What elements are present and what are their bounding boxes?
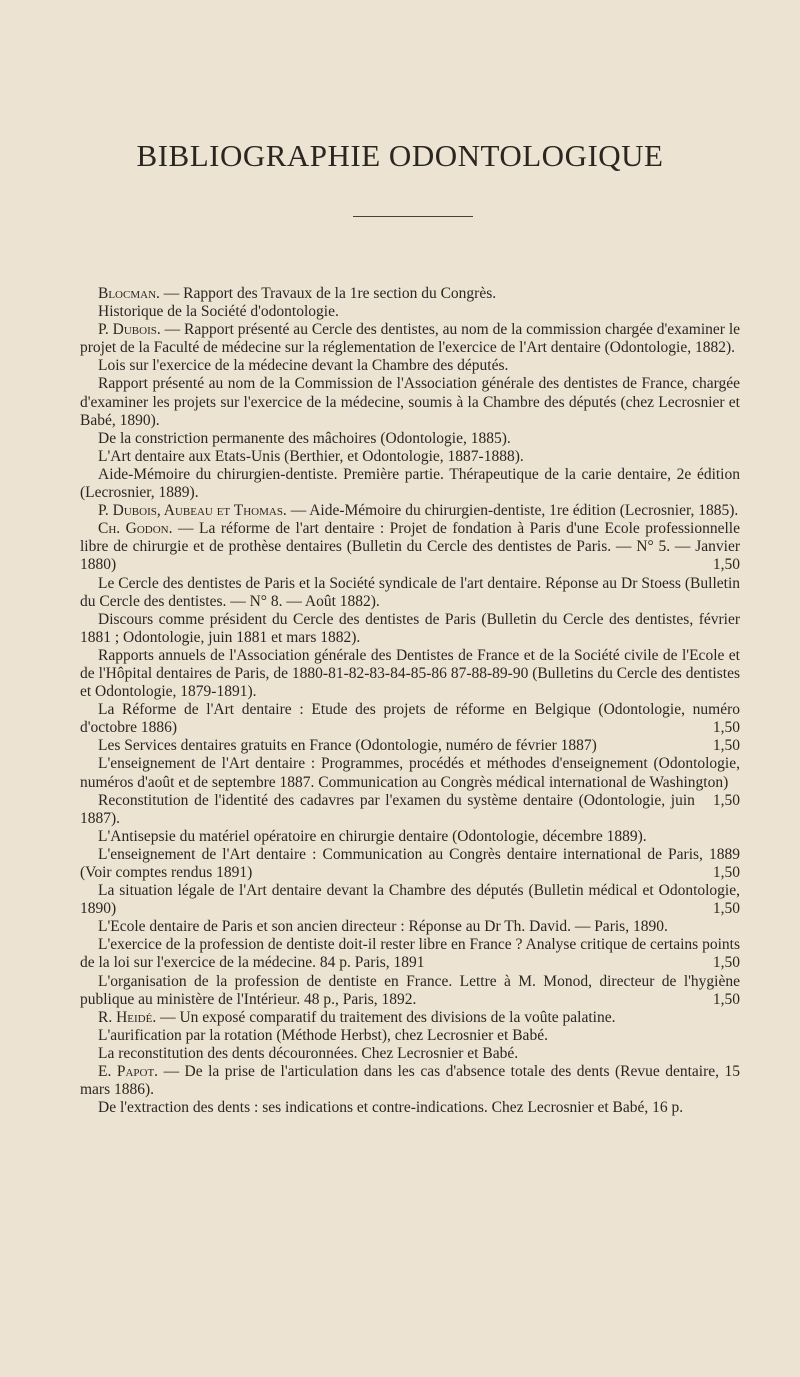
bibliography-entry [80,792,740,828]
bibliography-list [80,285,740,1117]
bibliography-entry [80,611,740,647]
entry-text: Discours comme président du Cercle des dentistes de Paris (Bulletin du Cercle des dentistes, février 1881 ; Odontologie, juin 1881 et mars 1882). [80,610,740,646]
bibliography-entry [80,882,740,918]
entry-text: — De la prise de l'articulation dans les cas d'absence totale des dents (Revue dentaire, 15 mars 1886). [80,1063,740,1099]
bibliography-entry [80,936,740,972]
entry-price: 1,50 [712,864,740,881]
entry-price: 1,50 [712,791,740,809]
entry-text: De l'extraction des dents : ses indications et contre-indications. Chez Lecrosnier et Babé, 16 p. [98,1099,684,1117]
bibliography-entry [80,375,740,429]
bibliography-entry [80,303,740,321]
bibliography-entry [80,918,740,936]
entry-author: E. Papot. [98,1063,159,1081]
bibliography-entry [80,575,740,611]
entry-author: R. Heidé. [98,1008,157,1026]
entry-text: L'Art dentaire aux Etats-Unis (Berthier, et Odontologie, 1887-1888). [98,447,524,465]
bibliography-entry [80,973,740,1009]
entry-author: P. Dubois. [98,321,161,339]
entry-text: Historique de la Société d'odontologie. [98,303,339,321]
bibliography-entry [80,1099,740,1117]
entry-author: Blocman. [98,285,160,302]
entry-text: Reconstitution de l'identité des cadavres par l'examen du système dentaire (Odontologie, juin 1887). [80,791,695,827]
bibliography-entry [80,701,740,737]
entry-text: La Réforme de l'Art dentaire : Etude des projets de réforme en Belgique (Odontologie, numéro d'octobre 1886) [80,701,740,737]
entry-text: Rapports annuels de l'Association générale des Dentistes de France et de la Société civile de l'Ecole et de l'Hôpital dentaires de Paris, de 1880-81-82-83-84-85-86 87-88-89-90 (Bulletins du Cercle des dentistes et Odontologie, 1879-1891). [80,646,740,701]
bibliography-entry [80,285,740,303]
entry-price: 1,50 [712,954,740,972]
entry-author: Ch. Godon. [98,520,173,538]
entry-text: Le Cercle des dentistes de Paris et la Société syndicale de l'art dentaire. Réponse au Dr Stoess (Bulletin du Cercle des dentistes. — N° 8. — Août 1882). [80,574,740,610]
entry-text: L'organisation de la profession de dentiste en France. Lettre à M. Monod, directeur de l'hygiène publique au ministère de l'Intérieur. 48 p., Paris, 1892. [80,972,740,1008]
bibliography-entry [80,647,740,701]
entry-text: — Rapport des Travaux de la 1re section du Congrès. [163,285,497,302]
entry-text: L'Ecole dentaire de Paris et son ancien directeur : Réponse au Dr Th. David. — Paris, 1890. [98,918,668,936]
bibliography-entry [80,1009,740,1027]
title-divider [353,216,473,217]
page-title: BIBLIOGRAPHIE ODONTOLOGIQUE [136,138,664,173]
bibliography-entry [80,828,740,846]
entry-text: De la constriction permanente des mâchoires (Odontologie, 1885). [98,429,511,447]
entry-text: Les Services dentaires gratuits en France (Odontologie, numéro de février 1887) [98,737,597,755]
entry-author: P. Dubois, Aubeau et Thomas. [98,502,287,520]
entry-text: Aide-Mémoire du chirurgien-dentiste. Première partie. Thérapeutique de la carie dentaire, 2e édition (Lecrosnier, 1889). [80,465,740,502]
entry-text: L'enseignement de l'Art dentaire : Programmes, procédés et méthodes d'enseignement (Odontologie, numéros d'août et de septembre 1887. Communication au Congrès médical international de Washington) [80,755,740,791]
entry-text: L'Antisepsie du matériel opératoire en chirurgie dentaire (Odontologie, décembre 1889). [98,827,647,845]
bibliography-entry [80,502,740,520]
entry-text: L'enseignement de l'Art dentaire : Communication au Congrès dentaire international de Paris, 1889 (Voir comptes rendus 1891) [80,845,740,881]
entry-price: 1,50 [712,990,740,1008]
bibliography-entry [80,846,740,882]
entry-text: La situation légale de l'Art dentaire devant la Chambre des députés (Bulletin médical et Odontologie, 1890) [80,882,740,918]
entry-text: — Aide-Mémoire du chirurgien-dentiste, 1re édition (Lecrosnier, 1885). [290,502,739,520]
bibliography-entry [80,466,740,502]
entry-price: 1,50 [712,900,740,918]
bibliography-entry [80,321,740,357]
entry-price: 1,50 [712,737,740,755]
entry-text: L'exercice de la profession de dentiste doit-il rester libre en France ? Analyse critique de certains points de la loi sur l'exercice de la médecine. 84 p. Paris, 1891 [80,936,740,972]
bibliography-entry [80,1063,740,1099]
bibliography-entry [80,1027,740,1045]
bibliography-entry [80,737,740,755]
entry-text: Rapport présenté au nom de la Commission de l'Association générale des dentistes de France, chargée d'examiner les projets sur l'exercice de la médecine, soumis à la Chambre des députés (chez Lecrosnier et Babé, 1890). [80,375,740,429]
entry-text: — Un exposé comparatif du traitement des divisions de la voûte palatine. [160,1008,616,1026]
bibliography-entry [80,430,740,448]
bibliography-entry [80,448,740,466]
entry-text: La reconstitution des dents découronnées. Chez Lecrosnier et Babé. [98,1044,519,1062]
entry-price: 1,50 [712,719,740,737]
bibliography-entry [80,1045,740,1063]
entry-text: Lois sur l'exercice de la médecine devant la Chambre des députés. [98,357,509,375]
entry-text: — Rapport présenté au Cercle des dentistes, au nom de la commission chargée d'examiner le projet de la Faculté de médecine sur la réglementation de l'exercice de l'Art dentaire (Odontologie, 1882). [80,321,741,357]
bibliography-entry [80,520,740,574]
entry-price: 1,50 [712,556,740,574]
entry-text: — La réforme de l'art dentaire : Projet de fondation à Paris d'une Ecole professionnelle libre de chirurgie et de prothèse dentaires (Bulletin du Cercle des dentistes de Paris. — N° 5. — Janvier 1880) [80,520,740,574]
entry-text: L'aurification par la rotation (Méthode Herbst), chez Lecrosnier et Babé. [98,1026,548,1044]
bibliography-entry [80,357,740,375]
